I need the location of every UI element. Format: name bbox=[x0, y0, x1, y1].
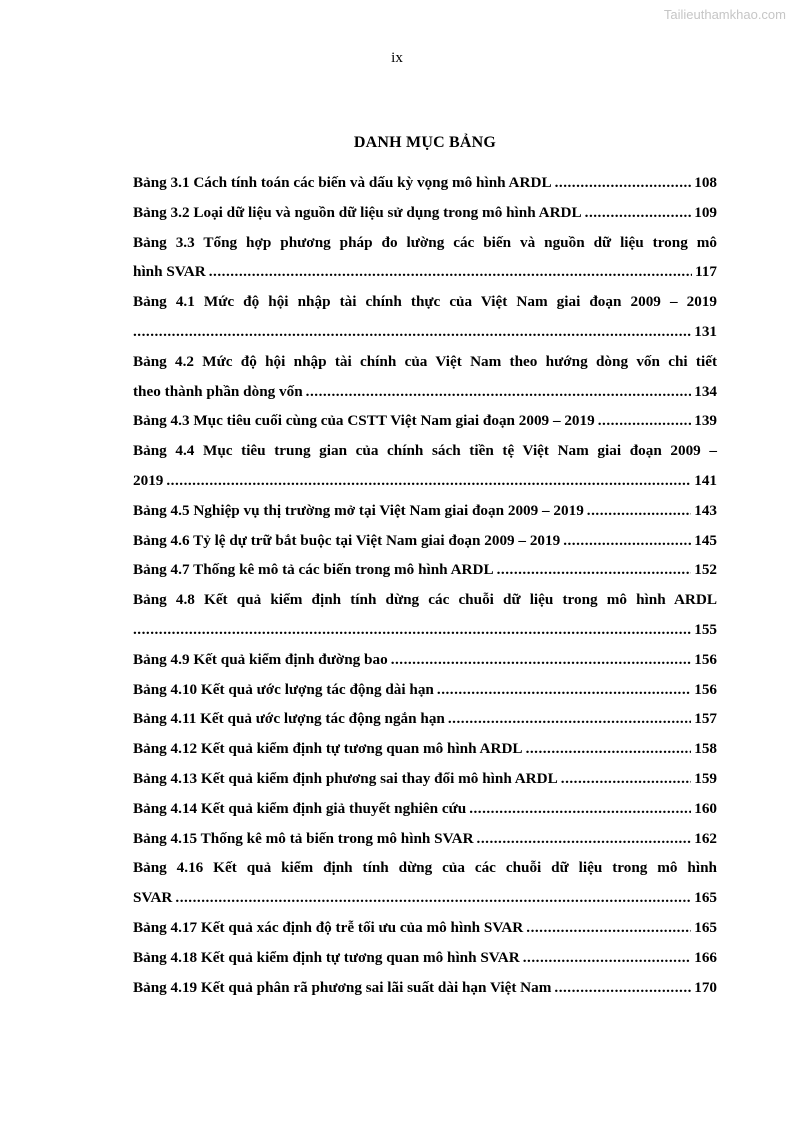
dot-leader bbox=[526, 734, 692, 764]
toc-entry-page: 117 bbox=[695, 263, 717, 281]
toc-entry-page: 145 bbox=[694, 531, 717, 549]
toc-entry-label: Bảng 4.12 Kết quả kiểm định tự tương quan mô hình ARDL bbox=[133, 740, 523, 758]
table-list bbox=[133, 168, 717, 1002]
toc-entry-label: Bảng 4.19 Kết quả phân rã phương sai lãi suất dài hạn Việt Nam bbox=[133, 978, 552, 996]
dot-leader bbox=[554, 973, 691, 1003]
toc-entry-page: 160 bbox=[694, 799, 717, 817]
toc-entry-label: Bảng 3.2 Loại dữ liệu và nguồn dữ liệu sử dụng trong mô hình ARDL bbox=[133, 203, 582, 221]
toc-entry-page: 139 bbox=[694, 412, 717, 430]
toc-entry-label: Bảng 4.17 Kết quả xác định độ trễ tối ưu của mô hình SVAR bbox=[133, 918, 524, 936]
page-title: DANH MỤC BẢNG bbox=[353, 134, 497, 151]
toc-entry-label: Bảng 4.15 Thống kê mô tả biến trong mô hình SVAR bbox=[133, 829, 474, 847]
dot-leader bbox=[555, 168, 692, 198]
dot-leader bbox=[175, 883, 691, 913]
toc-entry[interactable] bbox=[133, 704, 717, 734]
toc-entry-label: Bảng 4.3 Mục tiêu cuối cùng của CSTT Việt Nam giai đoạn 2009 – 2019 bbox=[133, 412, 595, 430]
toc-entry-page: 141 bbox=[694, 471, 717, 489]
dot-leader bbox=[563, 526, 691, 556]
toc-entry-label: Bảng 4.11 Kết quả ước lượng tác động ngắn hạn bbox=[133, 710, 445, 728]
toc-entry[interactable] bbox=[133, 168, 717, 198]
toc-entry-page: 134 bbox=[694, 382, 717, 400]
toc-entry-page: 109 bbox=[694, 203, 717, 221]
dot-leader bbox=[526, 913, 691, 943]
toc-entry[interactable] bbox=[133, 675, 717, 705]
toc-entry-label: SVAR bbox=[133, 889, 173, 907]
dot-leader bbox=[523, 943, 691, 973]
dot-leader bbox=[209, 257, 692, 287]
toc-entry-line[interactable]: Bảng 3.3 Tổng hợp phương pháp đo lường các biến và nguồn dữ liệu trong mô bbox=[133, 233, 717, 251]
toc-entry[interactable] bbox=[133, 883, 717, 913]
dot-leader bbox=[306, 377, 692, 407]
toc-entry-page: 156 bbox=[694, 650, 717, 668]
dot-leader bbox=[448, 704, 691, 734]
toc-entry-label: theo thành phần dòng vốn bbox=[133, 382, 303, 400]
toc-entry[interactable] bbox=[133, 615, 717, 645]
toc-entry[interactable] bbox=[133, 496, 717, 526]
toc-entry[interactable] bbox=[133, 943, 717, 973]
toc-entry-page: 158 bbox=[694, 740, 717, 758]
toc-entry[interactable] bbox=[133, 526, 717, 556]
toc-entry-label: 2019 bbox=[133, 471, 164, 489]
dot-leader bbox=[469, 794, 691, 824]
toc-entry-page: 156 bbox=[694, 680, 717, 698]
dot-leader bbox=[133, 317, 691, 347]
toc-entry-label: Bảng 4.6 Tỷ lệ dự trữ bắt buộc tại Việt Nam giai đoạn 2009 – 2019 bbox=[133, 531, 561, 549]
toc-entry-page: 143 bbox=[694, 501, 717, 519]
watermark: Tailieuthamkhao.com bbox=[663, 7, 786, 22]
toc-entry-page: 108 bbox=[694, 174, 717, 191]
toc-entry-label: hình SVAR bbox=[133, 263, 206, 281]
toc-entry-line[interactable]: Bảng 4.16 Kết quả kiểm định tính dừng của các chuỗi dữ liệu trong mô hình bbox=[133, 859, 717, 877]
toc-entry-label: Bảng 4.13 Kết quả kiểm định phương sai thay đổi mô hình ARDL bbox=[133, 769, 558, 787]
toc-entry-page: 152 bbox=[694, 561, 717, 579]
toc-entry-label: Bảng 4.14 Kết quả kiểm định giả thuyết nghiên cứu bbox=[133, 799, 467, 817]
dot-leader bbox=[437, 675, 691, 705]
toc-entry[interactable] bbox=[133, 973, 717, 1003]
toc-entry-page: 131 bbox=[694, 322, 717, 340]
toc-entry[interactable] bbox=[133, 555, 717, 585]
toc-entry-line[interactable]: Bảng 4.8 Kết quả kiểm định tính dừng các chuỗi dữ liệu trong mô hình ARDL bbox=[133, 591, 717, 609]
dot-leader bbox=[598, 406, 692, 436]
toc-entry[interactable] bbox=[133, 257, 717, 287]
toc-entry-page: 165 bbox=[694, 889, 717, 907]
toc-entry-page: 157 bbox=[694, 710, 717, 728]
toc-entry-label: Bảng 4.10 Kết quả ước lượng tác động dài hạn bbox=[133, 680, 434, 698]
toc-entry-line[interactable]: Bảng 4.1 Mức độ hội nhập tài chính thực của Việt Nam giai đoạn 2009 – 2019 bbox=[133, 293, 717, 311]
dot-leader bbox=[391, 645, 692, 675]
dot-leader bbox=[561, 764, 691, 794]
dot-leader bbox=[497, 555, 692, 585]
toc-entry-page: 170 bbox=[694, 978, 717, 996]
toc-entry[interactable] bbox=[133, 198, 717, 228]
toc-entry[interactable] bbox=[133, 824, 717, 854]
toc-entry-label: Bảng 3.1 Cách tính toán các biến và dấu kỳ vọng mô hình ARDL bbox=[133, 174, 552, 191]
toc-entry[interactable] bbox=[133, 377, 717, 407]
toc-entry-page: 159 bbox=[694, 769, 717, 787]
toc-entry[interactable] bbox=[133, 913, 717, 943]
toc-entry-page: 155 bbox=[694, 620, 717, 638]
toc-entry[interactable] bbox=[133, 466, 717, 496]
toc-entry-label: Bảng 4.18 Kết quả kiểm định tự tương quan mô hình SVAR bbox=[133, 948, 520, 966]
dot-leader bbox=[585, 198, 692, 228]
toc-entry-line[interactable]: Bảng 4.4 Mục tiêu trung gian của chính sách tiền tệ Việt Nam giai đoạn 2009 – bbox=[133, 442, 717, 460]
toc-entry-label: Bảng 4.5 Nghiệp vụ thị trường mở tại Việt Nam giai đoạn 2009 – 2019 bbox=[133, 501, 584, 519]
toc-entry[interactable] bbox=[133, 764, 717, 794]
dot-leader bbox=[166, 466, 691, 496]
toc-entry-page: 166 bbox=[694, 948, 717, 966]
toc-entry-page: 162 bbox=[694, 829, 717, 847]
page-number: ix bbox=[391, 50, 403, 66]
dot-leader bbox=[133, 615, 691, 645]
dot-leader bbox=[587, 496, 691, 526]
dot-leader bbox=[477, 824, 692, 854]
toc-entry-label: Bảng 4.9 Kết quả kiểm định đường bao bbox=[133, 650, 388, 668]
toc-entry-label: Bảng 4.7 Thống kê mô tả các biến trong mô hình ARDL bbox=[133, 561, 494, 579]
toc-entry-page: 165 bbox=[694, 918, 717, 936]
toc-entry[interactable] bbox=[133, 794, 717, 824]
toc-entry[interactable] bbox=[133, 317, 717, 347]
toc-entry[interactable] bbox=[133, 645, 717, 675]
toc-entry-line[interactable]: Bảng 4.2 Mức độ hội nhập tài chính của Việt Nam theo hướng dòng vốn chi tiết bbox=[133, 352, 717, 370]
toc-entry[interactable] bbox=[133, 406, 717, 436]
toc-entry[interactable] bbox=[133, 734, 717, 764]
